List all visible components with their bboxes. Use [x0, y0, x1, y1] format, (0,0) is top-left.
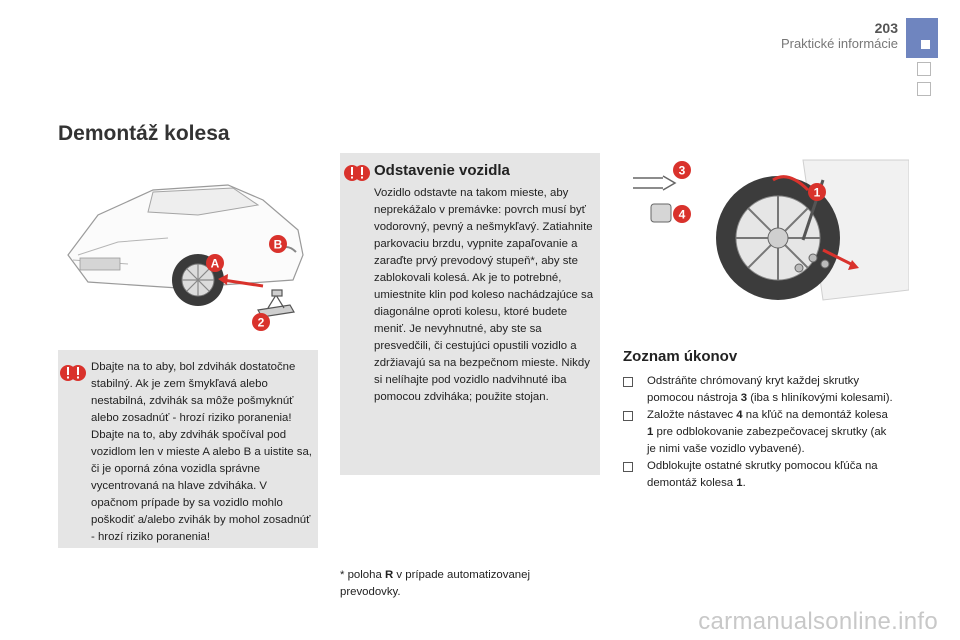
step-text: Založte nástavec — [647, 409, 737, 421]
section-title: Praktické informácie — [780, 36, 898, 51]
callout-3 — [673, 161, 691, 179]
footnote-bold: R — [384, 569, 394, 581]
warning-icon — [60, 362, 86, 384]
footnote-marker: * — [340, 569, 345, 581]
footnote-text-after: v prípade automatizovanej prevodovky. — [340, 569, 530, 598]
footnote — [340, 567, 580, 601]
svg-text:1: 1 — [813, 185, 821, 200]
footnote-text-before: poloha — [344, 569, 385, 581]
checkbox-icon — [623, 377, 633, 387]
chapter-tab[interactable] — [917, 62, 931, 76]
callout-a — [206, 254, 224, 272]
svg-text:3: 3 — [678, 163, 686, 178]
step-text: . — [742, 477, 746, 489]
watermark: carmanualsonline.info — [698, 608, 938, 635]
chapter-tab-active[interactable] — [906, 18, 938, 58]
step-ref: 3 — [740, 392, 748, 404]
step-text: Odblokujte ostatné skrutky pomocou kľúča na demontáž kolesa — [647, 460, 878, 489]
svg-text:B: B — [273, 237, 283, 252]
jack-warning-text: Dbajte na to aby, bol zdvihák dostatočne stabilný. Ak je zem šmykľavá alebo nestabilná, zdvihák sa môže pošmyknúť alebo zosadnúť - hrozí riziko poranenia! Dbajte na to, aby zdvihák spočíval pod vozidlom len v mieste A alebo B a uistite sa, či je oporná zóna vozidla správne vycentrovaná na hlave zdviháka. V opačnom prípade by sa vozidlo mohlo poškodiť a/alebo zvihák by mohol zosadnúť - hrozí riziko poranenia! — [91, 361, 312, 543]
callout-4 — [673, 205, 691, 223]
parking-heading: Odstavenie vozidla — [374, 162, 510, 179]
step-text: na kľúč na demontáž kolesa — [742, 409, 888, 421]
step-text: pre odblokovanie zabezpečovacej skrutky (ak je nimi vaše vozidlo vybavené). — [647, 426, 887, 455]
step-ref: 1 — [647, 426, 654, 438]
callout-1 — [808, 183, 826, 201]
page-number: 203 — [874, 20, 898, 36]
parking-text: Vozidlo odstavte na takom mieste, aby neprekážalo v premávke: povrch musí byť vodorovný, pevný a nešmykľavý. Zatiahnite parkovaciu brzdu, vypnite zapaľovanie a zaraďte prvý prevodový stupeň*, aby ste zablokovali kolesá. Ak je to potrebné, umiestnite klin pod koleso nachádzajúce sa diagonálne oproti kolesu, ktoré budete meniť. Je nevyhnutné, aby ste sa presvedčili, či cestujúci opustili vozidlo a zdržiavajú sa na bezpečnom mieste. Nikdy si nelíhajte pod vozidlo nadvihnuté iba pomocou zdviháka; použite stojan. — [374, 187, 594, 403]
svg-text:4: 4 — [678, 207, 686, 222]
warning-icon — [344, 162, 370, 184]
car-jack-illustration — [58, 160, 318, 340]
step-ref: 4 — [736, 409, 743, 421]
wheel-removal-illustration — [623, 150, 909, 315]
step-text: (iba s hliníkovými kolesami). — [747, 392, 893, 404]
steps-list — [623, 373, 893, 492]
list-item — [623, 407, 893, 458]
checkbox-icon — [623, 411, 633, 421]
page-title: Demontáž kolesa — [58, 122, 230, 145]
svg-text:A: A — [210, 256, 220, 271]
step-text: Odstráňte chrómovaný kryt každej skrutky pomocou nástroja — [647, 375, 860, 404]
steps-heading: Zoznam úkonov — [623, 348, 738, 365]
list-item — [623, 458, 893, 492]
svg-text:2: 2 — [257, 315, 265, 330]
callout-b — [269, 235, 287, 253]
checkbox-icon — [623, 462, 633, 472]
callout-2 — [252, 313, 270, 331]
step-ref: 1 — [736, 477, 743, 489]
list-item — [623, 373, 893, 407]
chapter-tab[interactable] — [917, 82, 931, 96]
